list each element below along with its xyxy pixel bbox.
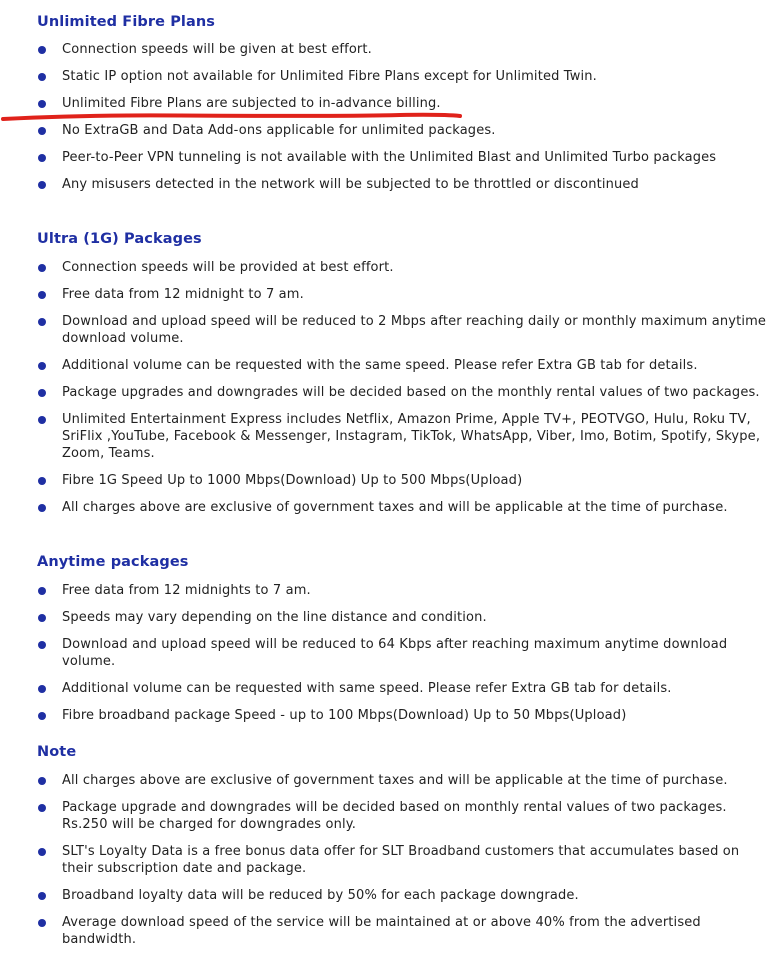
list-item xyxy=(37,259,769,276)
bullet-icon xyxy=(38,416,46,424)
bullet-icon xyxy=(38,264,46,272)
list-item-text: Connection speeds will be given at best effort. xyxy=(62,42,372,57)
bullet-icon xyxy=(38,100,46,108)
list-item xyxy=(37,411,769,462)
list-item xyxy=(37,384,769,401)
list-item-text: Package upgrades and downgrades will be decided based on the monthly rental values of two packages. xyxy=(62,385,760,400)
bullet-icon xyxy=(38,777,46,785)
bullet-icon xyxy=(38,504,46,512)
bullet-list xyxy=(37,259,769,516)
bullet-icon xyxy=(38,477,46,485)
list-item xyxy=(37,680,769,697)
list-item xyxy=(37,149,769,166)
list-item-text: Broadband loyalty data will be reduced by 50% for each package downgrade. xyxy=(62,888,579,903)
bullet-icon xyxy=(38,362,46,370)
list-item-text: Additional volume can be requested with same speed. Please refer Extra GB tab for details. xyxy=(62,681,672,696)
list-item-text: Static IP option not available for Unlimited Fibre Plans except for Unlimited Twin. xyxy=(62,69,597,84)
list-item xyxy=(37,313,769,347)
list-item-text: Package upgrade and downgrades will be decided based on monthly rental values of two packages. Rs.250 will be charged for downgrades only. xyxy=(62,800,727,832)
bullet-icon xyxy=(38,614,46,622)
bullet-list xyxy=(37,41,769,193)
bullet-icon xyxy=(38,389,46,397)
bullet-icon xyxy=(38,587,46,595)
list-item xyxy=(37,499,769,516)
list-item-text: Fibre 1G Speed Up to 1000 Mbps(Download) Up to 500 Mbps(Upload) xyxy=(62,473,523,488)
bullet-list xyxy=(37,582,769,724)
list-item xyxy=(37,472,769,489)
bullet-icon xyxy=(38,685,46,693)
bullet-list xyxy=(37,772,769,948)
section-title: Anytime packages xyxy=(37,554,189,570)
section-title: Ultra (1G) Packages xyxy=(37,231,202,247)
list-item xyxy=(37,707,769,724)
bullet-icon xyxy=(38,46,46,54)
list-item-text: SLT's Loyalty Data is a free bonus data offer for SLT Broadband customers that accumulates based on their subscription date and package. xyxy=(62,844,740,876)
bullet-icon xyxy=(38,154,46,162)
section-title: Unlimited Fibre Plans xyxy=(37,14,216,30)
bullet-icon xyxy=(38,181,46,189)
list-item-text: Unlimited Fibre Plans are subjected to in-advance billing. xyxy=(62,96,441,111)
section-title: Note xyxy=(37,744,77,760)
list-item xyxy=(37,772,769,789)
list-item xyxy=(37,122,769,139)
list-item xyxy=(37,799,769,833)
bullet-icon xyxy=(38,641,46,649)
list-item-text: No ExtraGB and Data Add-ons applicable for unlimited packages. xyxy=(62,123,496,138)
section-anytime-packages xyxy=(37,552,769,734)
list-item-text: Peer-to-Peer VPN tunneling is not available with the Unlimited Blast and Unlimited Turbo packages xyxy=(62,150,717,165)
list-item xyxy=(37,609,769,626)
list-item-text: Unlimited Entertainment Express includes Netflix, Amazon Prime, Apple TV+, PEOTVGO, Hulu, Roku TV, SriFlix ,YouTube, Facebook & Messenger, Instagram, TikTok, WhatsApp, Viber, Imo, Botim, Spotify, Skype, Zoom, Teams. xyxy=(62,412,761,461)
list-item-text: Average download speed of the service will be maintained at or above 40% from the advertised bandwidth. xyxy=(62,915,701,947)
list-item xyxy=(37,176,769,193)
bullet-icon xyxy=(38,318,46,326)
list-item xyxy=(37,887,769,904)
list-item xyxy=(37,95,769,112)
list-item xyxy=(37,68,769,85)
list-item-text: Free data from 12 midnights to 7 am. xyxy=(62,583,311,598)
list-item xyxy=(37,41,769,58)
list-item-text: All charges above are exclusive of government taxes and will be applicable at the time of purchase. xyxy=(62,773,728,788)
list-item-text: Any misusers detected in the network will be subjected to be throttled or discontinued xyxy=(62,177,639,192)
list-item xyxy=(37,582,769,599)
list-item-text: Speeds may vary depending on the line distance and condition. xyxy=(62,610,487,625)
list-item-text: All charges above are exclusive of government taxes and will be applicable at the time of purchase. xyxy=(62,500,728,515)
list-item-text: Fibre broadband package Speed - up to 100 Mbps(Download) Up to 50 Mbps(Upload) xyxy=(62,708,627,723)
bullet-icon xyxy=(38,291,46,299)
list-item-text: Download and upload speed will be reduced to 64 Kbps after reaching maximum anytime download volume. xyxy=(62,637,728,669)
list-item-text: Additional volume can be requested with the same speed. Please refer Extra GB tab for details. xyxy=(62,358,698,373)
list-item xyxy=(37,357,769,374)
list-item xyxy=(37,286,769,303)
section-unlimited-fibre-plans xyxy=(37,12,769,203)
bullet-icon xyxy=(38,892,46,900)
list-item xyxy=(37,843,769,877)
list-item xyxy=(37,914,769,948)
list-item-text: Connection speeds will be provided at best effort. xyxy=(62,260,394,275)
bullet-icon xyxy=(38,919,46,927)
list-item-text: Free data from 12 midnight to 7 am. xyxy=(62,287,304,302)
section-note xyxy=(37,742,769,958)
bullet-icon xyxy=(38,804,46,812)
bullet-icon xyxy=(38,848,46,856)
list-item xyxy=(37,636,769,670)
bullet-icon xyxy=(38,73,46,81)
bullet-icon xyxy=(38,712,46,720)
bullet-icon xyxy=(38,127,46,135)
section-ultra-1g-packages xyxy=(37,229,769,526)
list-item-text: Download and upload speed will be reduced to 2 Mbps after reaching daily or monthly maximum anytime download volume. xyxy=(62,314,767,346)
